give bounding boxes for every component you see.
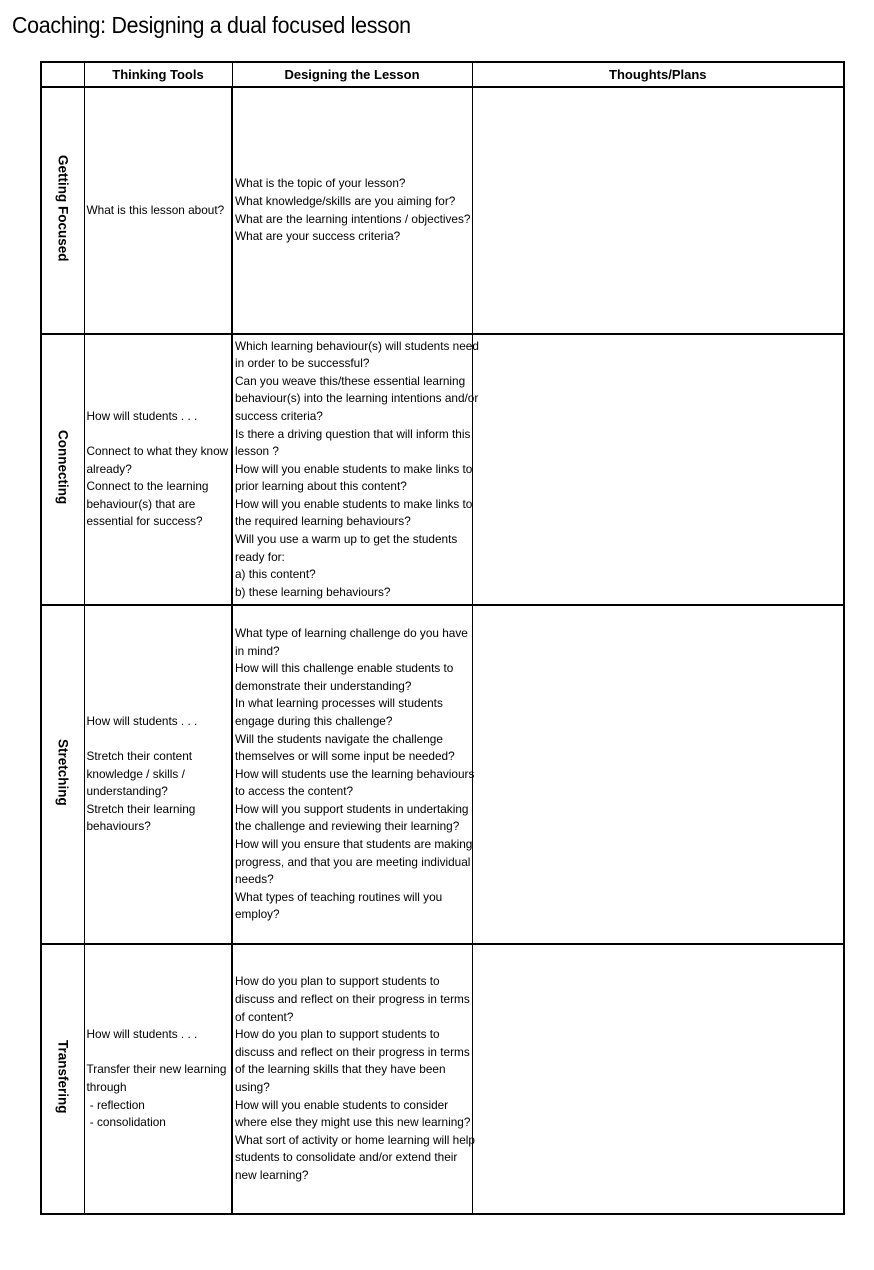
thinking-tools-line: Stretch their learning xyxy=(86,801,196,816)
design-question-line: How will you support students in undertaking xyxy=(235,801,469,816)
thinking-tools-cell xyxy=(84,944,232,1214)
design-question-line: the challenge and reviewing their learning? xyxy=(235,819,460,834)
design-question-line: themselves or will some input be needed? xyxy=(235,749,455,764)
table-header-row xyxy=(41,62,844,87)
design-question-line: How will you enable students to consider xyxy=(235,1097,449,1112)
thinking-tools-line: essential for success? xyxy=(86,514,203,529)
stage-label: Stretching xyxy=(55,738,71,806)
design-question-line: Which learning behaviour(s) will students need xyxy=(235,338,479,353)
design-question-line: the required learning behaviours? xyxy=(235,514,411,529)
design-question-line: discuss and reflect on their progress in terms xyxy=(235,1044,470,1059)
thoughts-plans-cell[interactable] xyxy=(472,605,844,944)
design-question-line: Can you weave this/these essential learning xyxy=(235,373,466,388)
designing-the-lesson-cell xyxy=(232,87,472,334)
table-row xyxy=(41,87,844,334)
thinking-tools-line: already? xyxy=(86,461,132,476)
design-question-line: Is there a driving question that will inform this xyxy=(235,426,471,441)
design-question-line: What type of learning challenge do you have xyxy=(235,625,468,640)
header-stage xyxy=(41,62,84,87)
header-thoughts-plans: Thoughts/Plans xyxy=(472,62,844,87)
thinking-tools-line xyxy=(87,731,230,749)
thinking-tools-cell xyxy=(84,605,232,944)
thinking-tools-line: Stretch their content xyxy=(86,749,193,764)
thinking-tools-line: knowledge / skills / xyxy=(86,766,185,781)
design-question-line: How will you ensure that students are making xyxy=(235,837,473,852)
design-question-line: needs? xyxy=(235,872,274,887)
design-question-line: a) this content? xyxy=(235,567,316,582)
thinking-tools-line: Transfer their new learning xyxy=(86,1062,227,1077)
design-question-line: using? xyxy=(235,1080,270,1094)
design-question-line: What are the learning intentions / objectives? xyxy=(235,211,471,226)
stage-cell xyxy=(41,87,84,334)
header-thinking-tools: Thinking Tools xyxy=(84,62,232,87)
design-question-line: behaviour(s) into the learning intentions and/or xyxy=(235,391,479,406)
design-question-line: ready for: xyxy=(235,549,285,564)
design-question-line: How will you enable students to make links to xyxy=(235,461,473,476)
stage-label: Getting Focused xyxy=(55,154,71,262)
design-question-line: engage during this challenge? xyxy=(235,713,393,728)
page-title: Coaching: Designing a dual focused lesson xyxy=(12,12,411,38)
design-question-line: Will the students navigate the challenge xyxy=(235,731,443,746)
thinking-tools-line: Connect to what they know xyxy=(86,444,229,459)
design-question-line: students to consolidate and/or extend their xyxy=(235,1150,458,1165)
design-question-line: lesson ? xyxy=(235,444,279,459)
design-question-line: in order to be successful? xyxy=(235,356,370,371)
design-question-line: How will you enable students to make links to xyxy=(235,496,473,511)
design-question-line: prior learning about this content? xyxy=(235,479,407,494)
design-question-line: What is the topic of your lesson? xyxy=(235,176,406,191)
thinking-tools-line: behaviours? xyxy=(86,819,151,834)
design-question-line: How will students use the learning behaviours xyxy=(235,766,475,781)
designing-the-lesson-cell xyxy=(232,944,475,1214)
design-question-line: to access the content? xyxy=(235,784,354,799)
stage-label: Connecting xyxy=(55,429,71,505)
design-question-line: progress, and that you are meeting individual xyxy=(235,854,471,869)
design-question-line: How do you plan to support students to xyxy=(235,1027,440,1042)
thoughts-plans-cell[interactable] xyxy=(472,87,844,334)
table-row xyxy=(41,334,844,605)
design-question-line: b) these learning behaviours? xyxy=(235,584,391,599)
design-question-line: What sort of activity or home learning will help xyxy=(235,1132,475,1147)
design-question-line: success criteria? xyxy=(235,408,323,423)
design-question-line: where else they might use this new learning? xyxy=(235,1115,471,1130)
header-designing-the-lesson: Designing the Lesson xyxy=(232,62,472,87)
thinking-tools-line: How will students . . . xyxy=(86,408,198,423)
design-question-line: discuss and reflect on their progress in terms xyxy=(235,992,470,1007)
design-question-line: new learning? xyxy=(235,1167,309,1182)
design-question-line: employ? xyxy=(235,907,280,922)
thinking-tools-line: behaviour(s) that are xyxy=(86,496,196,511)
thoughts-plans-cell[interactable] xyxy=(472,944,844,1214)
stage-label: Transfering xyxy=(55,1039,71,1114)
design-question-line: How will this challenge enable students to xyxy=(235,661,454,676)
thinking-tools-line xyxy=(87,1044,230,1062)
designing-the-lesson-cell xyxy=(232,334,479,605)
thinking-tools-line: How will students . . . xyxy=(86,1027,198,1042)
stage-cell xyxy=(41,334,84,605)
designing-the-lesson-cell xyxy=(232,605,475,944)
design-question-line: demonstrate their understanding? xyxy=(235,678,412,693)
design-question-line: Will you use a warm up to get the students xyxy=(235,532,458,547)
thoughts-plans-cell[interactable] xyxy=(472,334,844,605)
thinking-tools-line: understanding? xyxy=(86,784,168,799)
stage-cell xyxy=(41,944,84,1214)
design-question-line: of the learning skills that they have been xyxy=(235,1062,446,1077)
design-question-line: How do you plan to support students to xyxy=(235,974,440,989)
thinking-tools-cell xyxy=(84,334,232,605)
design-question-line: In what learning processes will students xyxy=(235,696,443,711)
table-row xyxy=(41,605,844,944)
thinking-tools-line: Connect to the learning xyxy=(86,479,209,494)
thinking-tools-line xyxy=(87,426,230,444)
thinking-tools-cell xyxy=(84,87,232,334)
lesson-planning-table xyxy=(40,61,845,1215)
thinking-tools-line: - reflection xyxy=(86,1097,145,1112)
thinking-tools-line: through xyxy=(86,1080,127,1094)
table-row xyxy=(41,944,844,1214)
design-question-line: of content? xyxy=(235,1009,294,1024)
design-question-line: in mind? xyxy=(235,643,280,658)
thinking-tools-line: What is this lesson about? xyxy=(86,202,225,217)
design-question-line: What knowledge/skills are you aiming for? xyxy=(235,193,456,208)
thinking-tools-line: - consolidation xyxy=(86,1115,166,1130)
thinking-tools-line: How will students . . . xyxy=(86,713,198,728)
design-question-line: What types of teaching routines will you xyxy=(235,889,443,904)
stage-cell xyxy=(41,605,84,944)
design-question-line: What are your success criteria? xyxy=(235,229,401,244)
